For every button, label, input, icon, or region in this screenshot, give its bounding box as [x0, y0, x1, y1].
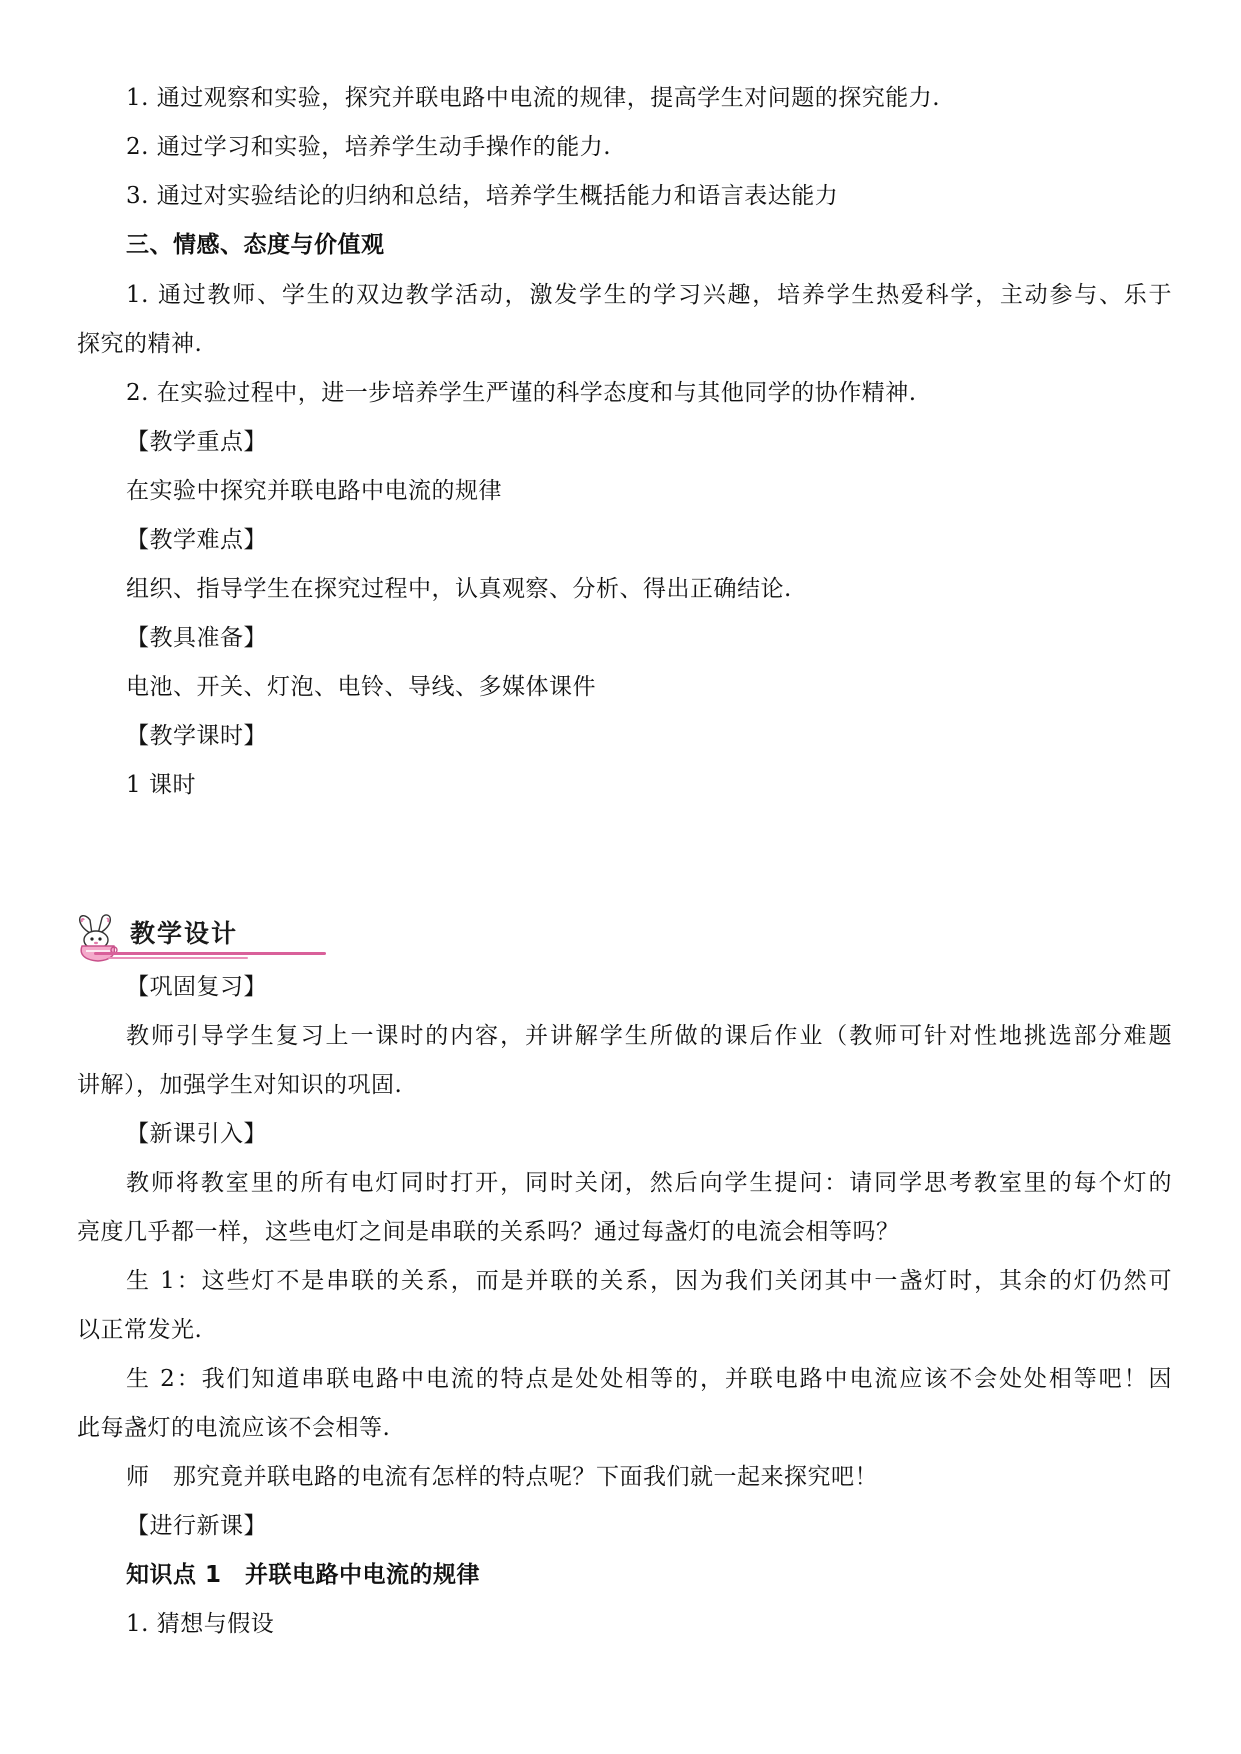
ability-objective-2: 2. 通过学习和实验，培养学生动手操作的能力.	[126, 134, 612, 160]
review-line-1: 教师引导学生复习上一课时的内容，并讲解学生所做的课后作业（教师可针对性地挑选部分难题	[126, 1023, 1172, 1049]
tools-label: 【教具准备】	[126, 625, 267, 651]
key-point-text: 在实验中探究并联电路中电流的规律	[126, 478, 502, 504]
hours-text: 1 课时	[126, 772, 196, 798]
banner-underline	[94, 952, 326, 955]
knowledge-point-1-heading: 知识点 1 并联电路中电流的规律	[126, 1562, 481, 1588]
emotion-item-2: 2. 在实验过程中，进一步培养学生严谨的科学态度和与其他同学的协作精神.	[126, 380, 917, 406]
key-point-label: 【教学重点】	[126, 429, 267, 455]
teacher-line: 师 那究竟并联电路的电流有怎样的特点呢？下面我们就一起来探究吧！	[126, 1464, 878, 1490]
review-label: 【巩固复习】	[126, 974, 267, 1000]
intro-label: 【新课引入】	[126, 1121, 267, 1147]
teaching-design-banner	[68, 914, 268, 964]
guess-heading: 1. 猜想与假设	[126, 1611, 275, 1637]
ability-objective-1: 1. 通过观察和实验，探究并联电路中电流的规律，提高学生对问题的探究能力.	[126, 85, 941, 111]
tools-text: 电池、开关、灯泡、电铃、导线、多媒体课件	[126, 674, 596, 700]
ability-objective-3: 3. 通过对实验结论的归纳和总结，培养学生概括能力和语言表达能力	[126, 183, 839, 209]
student2-line-1: 生 2：我们知道串联电路中电流的特点是处处相等的，并联电路中电流应该不会处处相等吧！因	[126, 1366, 1172, 1392]
hours-label: 【教学课时】	[126, 723, 267, 749]
student2-line-2: 此每盏灯的电流应该不会相等.	[77, 1415, 391, 1441]
student1-line-2: 以正常发光.	[77, 1317, 203, 1343]
review-line-2: 讲解），加强学生对知识的巩固.	[77, 1072, 403, 1098]
difficulty-text: 组织、指导学生在探究过程中，认真观察、分析、得出正确结论.	[126, 576, 792, 602]
intro-line-1: 教师将教室里的所有电灯同时打开，同时关闭，然后向学生提问：请同学思考教室里的每个灯的	[126, 1170, 1172, 1196]
new-lesson-label: 【进行新课】	[126, 1513, 267, 1539]
intro-line-2: 亮度几乎都一样，这些电灯之间是串联的关系吗？通过每盏灯的电流会相等吗？	[77, 1219, 900, 1245]
difficulty-label: 【教学难点】	[126, 527, 267, 553]
emotion-item-1-line-1: 1. 通过教师、学生的双边教学活动，激发学生的学习兴趣，培养学生热爱科学，主动参与、乐于	[126, 282, 1172, 308]
emotion-item-1-line-2: 探究的精神.	[77, 331, 203, 357]
teaching-design-title: 教学设计	[130, 919, 239, 948]
section-heading-emotion: 三、情感、态度与价值观	[126, 232, 385, 258]
banner-underline-secondary	[108, 957, 248, 959]
student1-line-1: 生 1：这些灯不是串联的关系，而是并联的关系，因为我们关闭其中一盏灯时，其余的灯仍然可	[126, 1268, 1172, 1294]
